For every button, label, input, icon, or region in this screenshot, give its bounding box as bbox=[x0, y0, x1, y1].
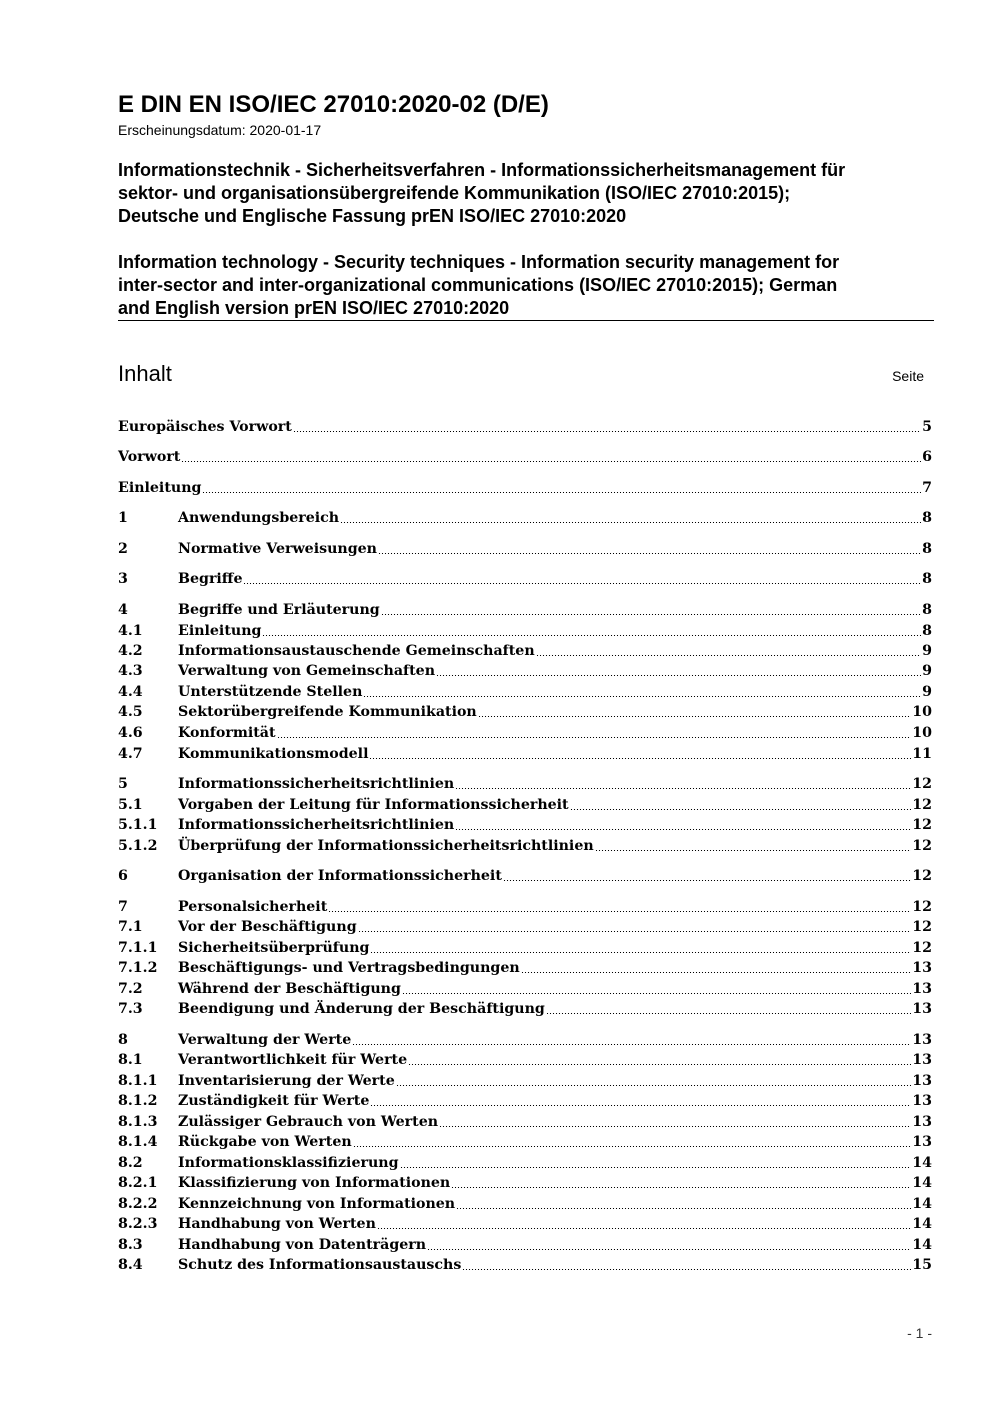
toc-entry-title: Überprüfung der Informationssicherheitsrichtlinien bbox=[178, 838, 594, 854]
toc-leader-dots bbox=[436, 675, 921, 676]
toc-entry-title: Verwaltung der Werte bbox=[178, 1032, 352, 1048]
toc-entry-number: 4.5 bbox=[118, 704, 143, 720]
toc-entry-title: Sektorübergreifende Kommunikation bbox=[178, 704, 477, 720]
toc-entry-number: 5.1 bbox=[118, 797, 143, 813]
toc-entry-title: Personalsicherheit bbox=[178, 899, 328, 915]
toc-entry[interactable] bbox=[118, 795, 932, 816]
toc-entry-title: Begriffe bbox=[178, 571, 243, 587]
toc-leader-dots bbox=[293, 431, 921, 432]
toc-entry-number: 5.1.2 bbox=[118, 838, 158, 854]
toc-entry-page: 13 bbox=[912, 960, 932, 976]
toc-entry-page: 13 bbox=[912, 1114, 932, 1130]
toc-entry-page: 7 bbox=[922, 480, 932, 496]
toc-entry[interactable] bbox=[118, 744, 932, 765]
toc-entry-page: 8 bbox=[922, 623, 932, 639]
toc-entry-page: 14 bbox=[912, 1216, 932, 1232]
toc-entry-title: Handhabung von Datenträgern bbox=[178, 1237, 427, 1253]
toc-leader-dots bbox=[363, 696, 921, 697]
toc-entry-number: 8.2 bbox=[118, 1155, 143, 1171]
toc-entry-page: 8 bbox=[922, 571, 932, 587]
toc-entry-number: 7.1.1 bbox=[118, 940, 158, 956]
toc-entry[interactable] bbox=[118, 1173, 932, 1194]
toc-entry[interactable] bbox=[118, 917, 932, 938]
toc-entry-page: 13 bbox=[912, 1052, 932, 1068]
toc-entry-number: 8 bbox=[118, 1032, 128, 1048]
toc-entry[interactable] bbox=[118, 1214, 932, 1235]
toc-entry-title: Beschäftigungs- und Vertragsbedingungen bbox=[178, 960, 520, 976]
toc-entry-title: Informationssicherheitsrichtlinien bbox=[178, 776, 455, 792]
toc-entry-page: 14 bbox=[912, 1175, 932, 1191]
toc-entry[interactable] bbox=[118, 938, 932, 959]
toc-entry-number: 1 bbox=[118, 510, 128, 526]
toc-entry-number: 4.2 bbox=[118, 643, 143, 659]
toc-leader-dots bbox=[358, 931, 912, 932]
toc-entry[interactable] bbox=[118, 958, 932, 979]
toc-leader-dots bbox=[456, 1208, 911, 1209]
toc-entry-title: Sicherheitsüberprüfung bbox=[178, 940, 370, 956]
toc-entry-title: Unterstützende Stellen bbox=[178, 684, 363, 700]
toc-entry-number: 3 bbox=[118, 571, 128, 587]
toc-entry-page: 13 bbox=[912, 1134, 932, 1150]
toc-entry[interactable] bbox=[118, 682, 932, 703]
toc-entry-number: 6 bbox=[118, 868, 128, 884]
toc-leader-dots bbox=[595, 850, 912, 851]
toc-entry-title: Organisation der Informationssicherheit bbox=[178, 868, 502, 884]
toc-leader-dots bbox=[536, 655, 921, 656]
toc-entry-number: 8.1.1 bbox=[118, 1073, 158, 1089]
toc-entry-title: Inventarisierung der Werte bbox=[178, 1073, 395, 1089]
toc-entry[interactable] bbox=[118, 1255, 932, 1276]
toc-entry-page: 15 bbox=[912, 1257, 932, 1273]
toc-leader-dots bbox=[181, 461, 921, 462]
toc-entry[interactable] bbox=[118, 447, 932, 468]
toc-entry-number: 4.4 bbox=[118, 684, 143, 700]
toc-entry-page: 9 bbox=[922, 684, 932, 700]
toc-entry[interactable] bbox=[118, 702, 932, 723]
title-english-line: and English version prEN ISO/IEC 27010:2020 bbox=[118, 298, 510, 318]
toc-entry-page: 12 bbox=[912, 899, 932, 915]
toc-entry[interactable] bbox=[118, 621, 932, 642]
toc-entry[interactable] bbox=[118, 1030, 932, 1051]
toc-entry-page: 6 bbox=[922, 449, 932, 465]
toc-entry-number: 8.1.2 bbox=[118, 1093, 158, 1109]
toc-entry[interactable] bbox=[118, 1050, 932, 1071]
toc-entry[interactable] bbox=[118, 478, 932, 499]
toc-entry-title: Konformität bbox=[178, 725, 276, 741]
toc-entry-number: 5.1.1 bbox=[118, 817, 158, 833]
toc-entry[interactable] bbox=[118, 1091, 932, 1112]
toc-leader-dots bbox=[546, 1013, 911, 1014]
title-german-line: sektor- und organisationsübergreifende Kommunikation (ISO/IEC 27010:2015); bbox=[118, 183, 791, 203]
title-german-line: Informationstechnik - Sicherheitsverfahren - Informationssicherheitsmanagement für bbox=[118, 160, 846, 180]
toc-entry-title: Einleitung bbox=[178, 623, 262, 639]
title-german bbox=[118, 159, 938, 228]
toc-entry-number: 8.1 bbox=[118, 1052, 143, 1068]
toc-leader-dots bbox=[378, 553, 921, 554]
toc-entry[interactable] bbox=[118, 508, 932, 529]
toc-entry-page: 10 bbox=[912, 725, 932, 741]
toc-entry-number: 7.2 bbox=[118, 981, 143, 997]
toc-entry-page: 8 bbox=[922, 602, 932, 618]
toc-entry-number: 8.4 bbox=[118, 1257, 143, 1273]
toc-entry-number: 4.7 bbox=[118, 746, 143, 762]
toc-entry-number: 8.2.3 bbox=[118, 1216, 158, 1232]
toc-entry[interactable] bbox=[118, 866, 932, 887]
toc-entry-number: 4.1 bbox=[118, 623, 143, 639]
document-id: E DIN EN ISO/IEC 27010:2020-02 (D/E) bbox=[118, 91, 549, 118]
toc-entry-title: Einleitung bbox=[118, 480, 202, 496]
toc-entry-page: 12 bbox=[912, 776, 932, 792]
toc-entry-title: Während der Beschäftigung bbox=[178, 981, 401, 997]
toc-leader-dots bbox=[503, 880, 911, 881]
toc-entry[interactable] bbox=[118, 1071, 932, 1092]
toc-leader-dots bbox=[243, 583, 921, 584]
toc-leader-dots bbox=[439, 1126, 911, 1127]
toc-leader-dots bbox=[369, 758, 911, 759]
toc-leader-dots bbox=[381, 614, 921, 615]
toc-entry-title: Informationsaustauschende Gemeinschaften bbox=[178, 643, 535, 659]
toc-entry-page: 13 bbox=[912, 1093, 932, 1109]
toc-leader-dots bbox=[277, 737, 912, 738]
toc-entry-title: Zuständigkeit für Werte bbox=[178, 1093, 370, 1109]
toc-leader-dots bbox=[340, 522, 921, 523]
title-english-line: inter-sector and inter-organizational communications (ISO/IEC 27010:2015); German bbox=[118, 275, 838, 295]
toc-entry-page: 9 bbox=[922, 663, 932, 679]
toc-leader-dots bbox=[478, 716, 912, 717]
toc-leader-dots bbox=[570, 809, 912, 810]
toc-entry[interactable] bbox=[118, 999, 932, 1020]
toc-entry-page: 12 bbox=[912, 797, 932, 813]
toc-entry-page: 13 bbox=[912, 1073, 932, 1089]
toc-leader-dots bbox=[402, 993, 911, 994]
toc-entry-title: Europäisches Vorwort bbox=[118, 419, 292, 435]
toc-entry-page: 12 bbox=[912, 940, 932, 956]
toc-leader-dots bbox=[427, 1249, 911, 1250]
toc-entry-title: Schutz des Informationsaustauschs bbox=[178, 1257, 462, 1273]
toc-leader-dots bbox=[370, 1105, 911, 1106]
toc-entry-title: Vorgaben der Leitung für Informationssicherheit bbox=[178, 797, 569, 813]
toc-entry-page: 13 bbox=[912, 1032, 932, 1048]
toc-entry-page: 8 bbox=[922, 541, 932, 557]
toc-entry[interactable] bbox=[118, 600, 932, 621]
toc-entry[interactable] bbox=[118, 723, 932, 744]
toc-entry[interactable] bbox=[118, 1235, 932, 1256]
toc-entry-page: 9 bbox=[922, 643, 932, 659]
toc-entry-number: 8.3 bbox=[118, 1237, 143, 1253]
toc-leader-dots bbox=[202, 492, 921, 493]
toc-entry-page: 14 bbox=[912, 1237, 932, 1253]
toc-entry-number: 4.3 bbox=[118, 663, 143, 679]
toc-entry-number: 2 bbox=[118, 541, 128, 557]
toc-entry-title: Informationsklassifizierung bbox=[178, 1155, 399, 1171]
toc-leader-dots bbox=[408, 1064, 911, 1065]
toc-leader-dots bbox=[451, 1187, 911, 1188]
toc-entry-title: Beendigung und Änderung der Beschäftigung bbox=[178, 1001, 545, 1017]
page-number: - 1 - bbox=[907, 1325, 932, 1341]
toc-leader-dots bbox=[396, 1085, 912, 1086]
toc-entry-number: 5 bbox=[118, 776, 128, 792]
toc-entry[interactable] bbox=[118, 1153, 932, 1174]
toc-entry-page: 12 bbox=[912, 817, 932, 833]
toc-entry-title: Normative Verweisungen bbox=[178, 541, 377, 557]
publication-date: Erscheinungsdatum: 2020-01-17 bbox=[118, 122, 322, 138]
toc-entry-title: Informationssicherheitsrichtlinien bbox=[178, 817, 455, 833]
toc-entry[interactable] bbox=[118, 979, 932, 1000]
toc-entry-title: Vor der Beschäftigung bbox=[178, 919, 357, 935]
contents-heading: Inhalt bbox=[118, 361, 172, 386]
toc-entry-page: 12 bbox=[912, 838, 932, 854]
toc-entry[interactable] bbox=[118, 774, 932, 795]
toc-entry-number: 8.1.3 bbox=[118, 1114, 158, 1130]
toc-entry-title: Begriffe und Erläuterung bbox=[178, 602, 380, 618]
toc-entry-number: 8.2.2 bbox=[118, 1196, 158, 1212]
toc-leader-dots bbox=[328, 911, 911, 912]
toc-entry-page: 8 bbox=[922, 510, 932, 526]
toc-entry-title: Zulässiger Gebrauch von Werten bbox=[178, 1114, 439, 1130]
toc-entry-number: 7 bbox=[118, 899, 128, 915]
toc-entry-number: 4.6 bbox=[118, 725, 143, 741]
toc-entry[interactable] bbox=[118, 1132, 932, 1153]
toc-leader-dots bbox=[370, 952, 911, 953]
toc-entry[interactable] bbox=[118, 897, 932, 918]
toc-entry-title: Vorwort bbox=[118, 449, 181, 465]
toc-leader-dots bbox=[462, 1269, 911, 1270]
toc-entry-title: Handhabung von Werten bbox=[178, 1216, 376, 1232]
toc-entry-page: 10 bbox=[912, 704, 932, 720]
page-column-label: Seite bbox=[892, 368, 924, 384]
toc-entry-number: 7.1 bbox=[118, 919, 143, 935]
toc-entry-page: 13 bbox=[912, 981, 932, 997]
toc-leader-dots bbox=[352, 1044, 911, 1045]
toc-entry-number: 8.1.4 bbox=[118, 1134, 158, 1150]
toc-entry[interactable] bbox=[118, 661, 932, 682]
toc-entry[interactable] bbox=[118, 641, 932, 662]
toc-entry[interactable] bbox=[118, 836, 932, 857]
toc-entry-title: Klassifizierung von Informationen bbox=[178, 1175, 451, 1191]
title-english-line: Information technology - Security techniques - Information security management for bbox=[118, 252, 840, 272]
toc-entry-page: 5 bbox=[922, 419, 932, 435]
toc-entry-title: Rückgabe von Werten bbox=[178, 1134, 352, 1150]
toc-leader-dots bbox=[262, 635, 921, 636]
toc-entry-title: Verantwortlichkeit für Werte bbox=[178, 1052, 408, 1068]
toc-entry-number: 7.1.2 bbox=[118, 960, 158, 976]
toc-entry-page: 14 bbox=[912, 1155, 932, 1171]
toc-leader-dots bbox=[377, 1228, 911, 1229]
title-english bbox=[118, 251, 938, 320]
toc-entry-number: 7.3 bbox=[118, 1001, 143, 1017]
toc-leader-dots bbox=[521, 972, 912, 973]
toc-entry[interactable] bbox=[118, 417, 932, 438]
toc-entry[interactable] bbox=[118, 1194, 932, 1215]
toc-entry-number: 4 bbox=[118, 602, 128, 618]
title-divider bbox=[118, 320, 934, 321]
toc-entry-page: 14 bbox=[912, 1196, 932, 1212]
toc-entry[interactable] bbox=[118, 539, 932, 560]
toc-entry-title: Anwendungsbereich bbox=[178, 510, 340, 526]
toc-entry[interactable] bbox=[118, 569, 932, 590]
toc-leader-dots bbox=[455, 788, 911, 789]
toc-entry-title: Verwaltung von Gemeinschaften bbox=[178, 663, 436, 679]
toc-entry[interactable] bbox=[118, 815, 932, 836]
toc-entry-title: Kommunikationsmodell bbox=[178, 746, 369, 762]
title-german-line: Deutsche und Englische Fassung prEN ISO/IEC 27010:2020 bbox=[118, 206, 627, 226]
toc-leader-dots bbox=[455, 829, 911, 830]
toc-entry-number: 8.2.1 bbox=[118, 1175, 158, 1191]
toc-leader-dots bbox=[353, 1146, 912, 1147]
toc-entry-page: 11 bbox=[912, 746, 932, 762]
toc-entry-page: 13 bbox=[912, 1001, 932, 1017]
toc-leader-dots bbox=[400, 1167, 912, 1168]
toc-entry-title: Kennzeichnung von Informationen bbox=[178, 1196, 456, 1212]
toc-entry-page: 12 bbox=[912, 919, 932, 935]
toc-entry-page: 12 bbox=[912, 868, 932, 884]
toc-entry[interactable] bbox=[118, 1112, 932, 1133]
